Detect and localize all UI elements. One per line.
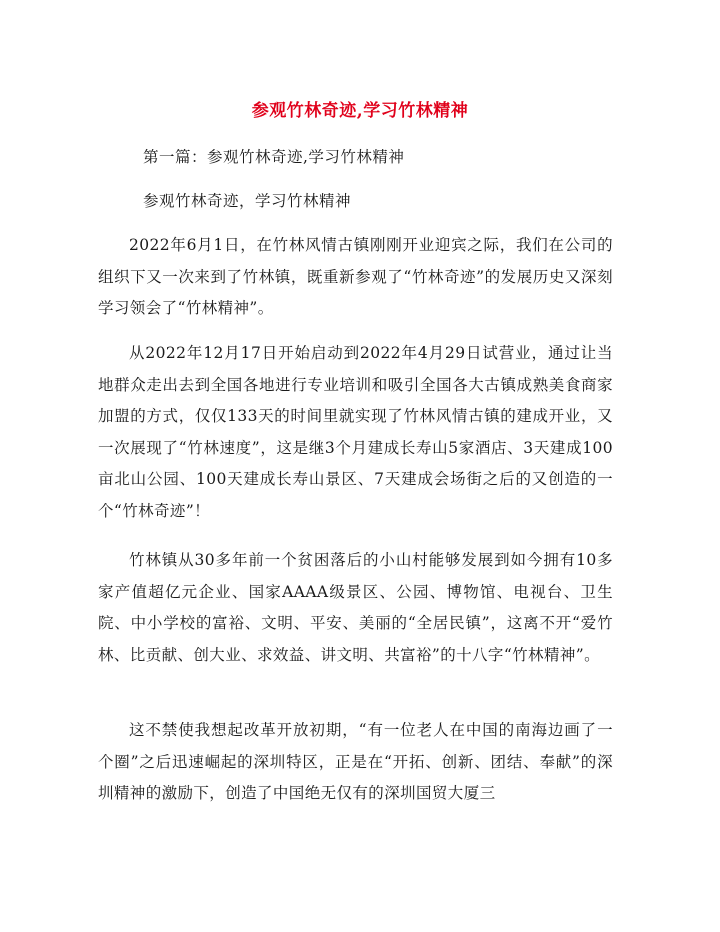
document-title: 参观竹林奇迹,学习竹林精神 — [251, 101, 469, 121]
paragraph: 这不禁使我想起改革开放初期，“有一位老人在中国的南海边画了一个圈”之后迅速崛起的深圳特区，正是在“开拓、创新、团结、奉献”的深圳精神的激励下，创造了中国绝无仅有的深圳国贸大厦三 — [98, 721, 613, 802]
paragraph: 竹林镇从30多年前一个贫困落后的小山村能够发展到如今拥有10多家产值超亿元企业、国家AAAA级景区、公园、博物馆、电视台、卫生院、中小学校的富裕、文明、平安、美丽的“全居民镇”，这离不开“爱竹林、比贡献、创大业、求效益、讲文明、共富裕”的十八字“竹林精神”。 — [98, 551, 613, 664]
chapter-heading: 第一篇：参观竹林奇迹,学习竹林精神 — [143, 148, 405, 166]
paragraph: 从2022年12月17日开始启动到2022年4月29日试营业，通过让当地群众走出去到全国各地进行专业培训和吸引全国各大古镇成熟美食商家加盟的方式，仅仅133天的时间里就实现了竹林风情古镇的建成开业，又一次展现了“竹林速度”，这是继3个月建成长寿山5家酒店、3天建成100亩北山公园、100天建成长寿山景区、7天建成会场街之后的又创造的一个“竹林奇迹”！ — [98, 344, 613, 520]
paragraph: 2022年6月1日，在竹林风情古镇刚刚开业迎宾之际，我们在公司的组织下又一次来到了竹林镇，既重新参观了“竹林奇迹”的发展历史又深刻学习领会了“竹林精神”。 — [98, 236, 613, 317]
article-subtitle: 参观竹林奇迹，学习竹林精神 — [143, 192, 352, 210]
